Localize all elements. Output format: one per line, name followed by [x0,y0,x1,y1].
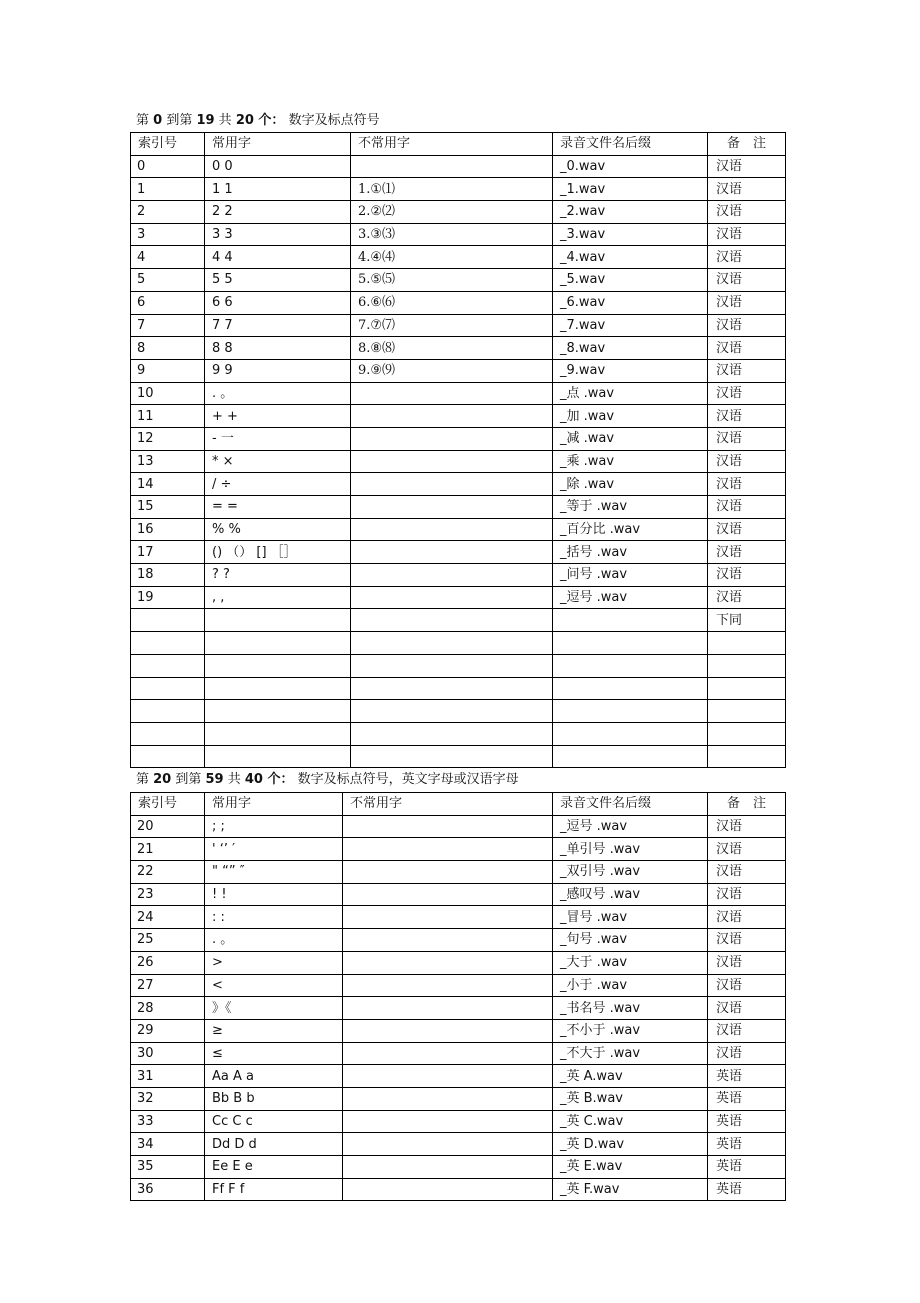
table-row [131,1156,786,1179]
column-header: 不常用字 [343,793,553,816]
note-cell: 汉语 [708,906,786,929]
note-cell: 汉语 [708,1042,786,1065]
table-row [131,838,786,861]
note-cell: 汉语 [708,518,786,541]
rare-char-cell [351,450,553,473]
common-char-cell: 6 6 [205,291,351,314]
rare-char-cell [343,1042,553,1065]
index-cell: 19 [131,586,205,609]
note-cell: 英语 [708,1156,786,1179]
common-char-cell: Aa A a [205,1065,343,1088]
index-table-1 [130,132,786,768]
index-cell: 7 [131,314,205,337]
common-char-cell: ≥ [205,1019,343,1042]
note-cell: 汉语 [708,997,786,1020]
audio-suffix-cell: _小于 .wav [553,974,708,997]
note-cell: 汉语 [708,155,786,178]
index-cell: 21 [131,838,205,861]
rare-char-cell [343,974,553,997]
audio-suffix-cell: _不大于 .wav [553,1042,708,1065]
common-char-cell: Ff F f [205,1178,343,1201]
note-cell: 汉语 [708,359,786,382]
common-char-cell: 7 7 [205,314,351,337]
note-cell: 汉语 [708,541,786,564]
note-cell: 汉语 [708,974,786,997]
table-row [131,722,786,745]
rare-char-cell [351,677,553,700]
audio-suffix-cell: _9.wav [553,359,708,382]
audio-suffix-cell: _1.wav [553,178,708,201]
index-cell: 34 [131,1133,205,1156]
index-cell [131,632,205,655]
common-char-cell: Cc C c [205,1110,343,1133]
index-cell: 31 [131,1065,205,1088]
rare-char-cell [351,586,553,609]
index-cell: 20 [131,815,205,838]
rare-char-cell [343,1156,553,1179]
note-cell: 汉语 [708,951,786,974]
note-cell: 汉语 [708,269,786,292]
table-row [131,496,786,519]
audio-suffix-cell: _7.wav [553,314,708,337]
index-cell [131,700,205,723]
rare-char-cell [351,609,553,632]
common-char-cell: / ÷ [205,473,351,496]
rare-char-cell [343,1065,553,1088]
rare-char-cell [351,700,553,723]
table-row [131,1042,786,1065]
index-cell [131,609,205,632]
audio-suffix-cell: _英 C.wav [553,1110,708,1133]
common-char-cell: , , [205,586,351,609]
audio-suffix-cell [553,654,708,677]
rare-char-cell [343,1019,553,1042]
table-row [131,427,786,450]
rare-char-cell [351,654,553,677]
common-char-cell: . 。 [205,382,351,405]
note-cell: 英语 [708,1178,786,1201]
index-cell: 13 [131,450,205,473]
index-cell: 12 [131,427,205,450]
table-row [131,974,786,997]
audio-suffix-cell: _书名号 .wav [553,997,708,1020]
common-char-cell: 8 8 [205,337,351,360]
common-char-cell [205,677,351,700]
table-row [131,1087,786,1110]
note-cell: 汉语 [708,815,786,838]
index-table-2 [130,792,786,1201]
audio-suffix-cell: _8.wav [553,337,708,360]
table-header-row [131,793,786,816]
index-cell: 0 [131,155,205,178]
note-cell: 汉语 [708,838,786,861]
audio-suffix-cell: _减 .wav [553,427,708,450]
common-char-cell [205,632,351,655]
audio-suffix-cell: _冒号 .wav [553,906,708,929]
table-row [131,745,786,768]
table-row [131,1019,786,1042]
table-row [131,473,786,496]
rare-char-cell [343,951,553,974]
table-row [131,518,786,541]
note-cell: 汉语 [708,246,786,269]
table-row [131,677,786,700]
index-cell: 29 [131,1019,205,1042]
table-row [131,632,786,655]
note-cell [708,700,786,723]
index-cell: 30 [131,1042,205,1065]
common-char-cell: > [205,951,343,974]
column-header: 常用字 [205,133,351,156]
index-cell: 26 [131,951,205,974]
rare-char-cell [351,541,553,564]
common-char-cell: ! ! [205,883,343,906]
note-cell: 汉语 [708,427,786,450]
audio-suffix-cell: _单引号 .wav [553,838,708,861]
index-cell: 25 [131,929,205,952]
audio-suffix-cell: _不小于 .wav [553,1019,708,1042]
table-row [131,155,786,178]
rare-char-cell [351,745,553,768]
rare-char-cell: 9.⑨⑼ [351,359,553,382]
rare-char-cell: 7.⑦⑺ [351,314,553,337]
audio-suffix-cell: _英 F.wav [553,1178,708,1201]
common-char-cell: Ee E e [205,1156,343,1179]
index-cell: 35 [131,1156,205,1179]
rare-char-cell [351,722,553,745]
note-cell: 汉语 [708,178,786,201]
rare-char-cell: 6.⑥⑹ [351,291,553,314]
rare-char-cell [351,632,553,655]
audio-suffix-cell: _英 D.wav [553,1133,708,1156]
rare-char-cell [343,1133,553,1156]
note-cell: 下同 [708,609,786,632]
table-row [131,246,786,269]
rare-char-cell [351,382,553,405]
note-cell: 汉语 [708,473,786,496]
index-cell: 6 [131,291,205,314]
rare-char-cell [343,815,553,838]
column-header: 不常用字 [351,133,553,156]
index-cell: 4 [131,246,205,269]
common-char-cell [205,609,351,632]
note-cell: 英语 [708,1133,786,1156]
index-cell: 11 [131,405,205,428]
audio-suffix-cell [553,677,708,700]
note-cell [708,632,786,655]
common-char-cell [205,745,351,768]
rare-char-cell [351,405,553,428]
audio-suffix-cell: _逗号 .wav [553,586,708,609]
common-char-cell: . 。 [205,929,343,952]
audio-suffix-cell: _英 B.wav [553,1087,708,1110]
index-cell: 23 [131,883,205,906]
note-cell: 英语 [708,1110,786,1133]
table-row [131,337,786,360]
common-char-cell: 》《 [205,997,343,1020]
rare-char-cell: 1.①⑴ [351,178,553,201]
common-char-cell: ; ; [205,815,343,838]
index-cell: 2 [131,201,205,224]
index-cell: 15 [131,496,205,519]
audio-suffix-cell: _3.wav [553,223,708,246]
common-char-cell: 2 2 [205,201,351,224]
table-row [131,906,786,929]
rare-char-cell [343,997,553,1020]
table-row [131,1133,786,1156]
note-cell: 汉语 [708,564,786,587]
rare-char-cell [343,838,553,861]
audio-suffix-cell: _加 .wav [553,405,708,428]
note-cell: 英语 [708,1087,786,1110]
column-header: 常用字 [205,793,343,816]
index-cell: 24 [131,906,205,929]
audio-suffix-cell: _大于 .wav [553,951,708,974]
table-row [131,178,786,201]
audio-suffix-cell: _除 .wav [553,473,708,496]
table-row [131,201,786,224]
note-cell: 汉语 [708,314,786,337]
index-cell [131,654,205,677]
common-char-cell: : : [205,906,343,929]
common-char-cell: 5 5 [205,269,351,292]
index-cell: 28 [131,997,205,1020]
table-row [131,861,786,884]
note-cell: 英语 [708,1065,786,1088]
table-row [131,564,786,587]
index-cell: 9 [131,359,205,382]
audio-suffix-cell: _乘 .wav [553,450,708,473]
note-cell [708,722,786,745]
common-char-cell: < [205,974,343,997]
rare-char-cell [343,861,553,884]
index-cell: 16 [131,518,205,541]
audio-suffix-cell [553,632,708,655]
common-char-cell: 9 9 [205,359,351,382]
rare-char-cell [351,564,553,587]
table-row [131,586,786,609]
note-cell: 汉语 [708,883,786,906]
audio-suffix-cell: _英 E.wav [553,1156,708,1179]
audio-suffix-cell: _问号 .wav [553,564,708,587]
index-cell [131,677,205,700]
column-header: 索引号 [131,133,205,156]
common-char-cell [205,722,351,745]
common-char-cell: % % [205,518,351,541]
common-char-cell: ? ? [205,564,351,587]
note-cell: 汉语 [708,405,786,428]
table-row [131,291,786,314]
rare-char-cell [343,906,553,929]
rare-char-cell [351,155,553,178]
common-char-cell: + + [205,405,351,428]
rare-char-cell: 4.④⑷ [351,246,553,269]
note-cell: 汉语 [708,929,786,952]
note-cell [708,677,786,700]
rare-char-cell: 8.⑧⑻ [351,337,553,360]
table-row [131,700,786,723]
audio-suffix-cell: _5.wav [553,269,708,292]
table-row [131,314,786,337]
section1-heading: 第 0 到第 19 共 20 个： 数字及标点符号 [136,113,380,128]
note-cell: 汉语 [708,496,786,519]
column-header: 索引号 [131,793,205,816]
column-header: 录音文件名后缀 [553,133,708,156]
audio-suffix-cell: _逗号 .wav [553,815,708,838]
rare-char-cell [343,1087,553,1110]
common-char-cell [205,700,351,723]
audio-suffix-cell: _感叹号 .wav [553,883,708,906]
note-cell: 汉语 [708,1019,786,1042]
audio-suffix-cell: _点 .wav [553,382,708,405]
table-row [131,609,786,632]
audio-suffix-cell: _英 A.wav [553,1065,708,1088]
index-cell: 8 [131,337,205,360]
note-cell: 汉语 [708,450,786,473]
index-cell: 3 [131,223,205,246]
note-cell: 汉语 [708,861,786,884]
rare-char-cell [343,883,553,906]
audio-suffix-cell: _2.wav [553,201,708,224]
table-header-row [131,133,786,156]
audio-suffix-cell: _6.wav [553,291,708,314]
index-cell: 33 [131,1110,205,1133]
table-row [131,1110,786,1133]
rare-char-cell [343,1110,553,1133]
note-cell [708,745,786,768]
common-char-cell: ≤ [205,1042,343,1065]
table-row [131,997,786,1020]
audio-suffix-cell: _双引号 .wav [553,861,708,884]
index-cell: 27 [131,974,205,997]
common-char-cell: () （） [] ［］ [205,541,351,564]
index-cell: 36 [131,1178,205,1201]
rare-char-cell: 5.⑤⑸ [351,269,553,292]
common-char-cell: * × [205,450,351,473]
table-row [131,382,786,405]
table-row [131,269,786,292]
note-cell [708,654,786,677]
common-char-cell: 4 4 [205,246,351,269]
common-char-cell: Dd D d [205,1133,343,1156]
rare-char-cell: 3.③⑶ [351,223,553,246]
audio-suffix-cell: _等于 .wav [553,496,708,519]
rare-char-cell [343,929,553,952]
common-char-cell: Bb B b [205,1087,343,1110]
note-cell: 汉语 [708,337,786,360]
index-cell [131,745,205,768]
note-cell: 汉语 [708,201,786,224]
common-char-cell: = = [205,496,351,519]
audio-suffix-cell: _4.wav [553,246,708,269]
table-row [131,223,786,246]
index-cell: 5 [131,269,205,292]
table-row [131,1065,786,1088]
table-row [131,541,786,564]
index-cell [131,722,205,745]
column-header: 备 注 [708,793,786,816]
index-cell: 17 [131,541,205,564]
common-char-cell: 0 0 [205,155,351,178]
table-row [131,951,786,974]
table-row [131,654,786,677]
common-char-cell: 1 1 [205,178,351,201]
table-row [131,359,786,382]
audio-suffix-cell: _括号 .wav [553,541,708,564]
audio-suffix-cell: _0.wav [553,155,708,178]
index-cell: 18 [131,564,205,587]
index-cell: 22 [131,861,205,884]
audio-suffix-cell [553,700,708,723]
rare-char-cell [351,518,553,541]
index-cell: 32 [131,1087,205,1110]
rare-char-cell [351,427,553,450]
table-row [131,450,786,473]
audio-suffix-cell: _百分比 .wav [553,518,708,541]
audio-suffix-cell [553,609,708,632]
audio-suffix-cell [553,722,708,745]
audio-suffix-cell: _句号 .wav [553,929,708,952]
rare-char-cell: 2.②⑵ [351,201,553,224]
common-char-cell: 3 3 [205,223,351,246]
column-header: 备 注 [708,133,786,156]
rare-char-cell [343,1178,553,1201]
note-cell: 汉语 [708,291,786,314]
audio-suffix-cell [553,745,708,768]
note-cell: 汉语 [708,223,786,246]
column-header: 录音文件名后缀 [553,793,708,816]
common-char-cell: ' ‘’ ′ [205,838,343,861]
common-char-cell: " “” ″ [205,861,343,884]
table-row [131,405,786,428]
table-row [131,883,786,906]
index-cell: 14 [131,473,205,496]
section2-heading: 第 20 到第 59 共 40 个： 数字及标点符号，英文字母或汉语字母 [136,772,519,787]
common-char-cell: - 一 [205,427,351,450]
table-row [131,929,786,952]
rare-char-cell [351,473,553,496]
table-row [131,815,786,838]
common-char-cell [205,654,351,677]
index-cell: 1 [131,178,205,201]
note-cell: 汉语 [708,382,786,405]
note-cell: 汉语 [708,586,786,609]
index-cell: 10 [131,382,205,405]
rare-char-cell [351,496,553,519]
table-row [131,1178,786,1201]
